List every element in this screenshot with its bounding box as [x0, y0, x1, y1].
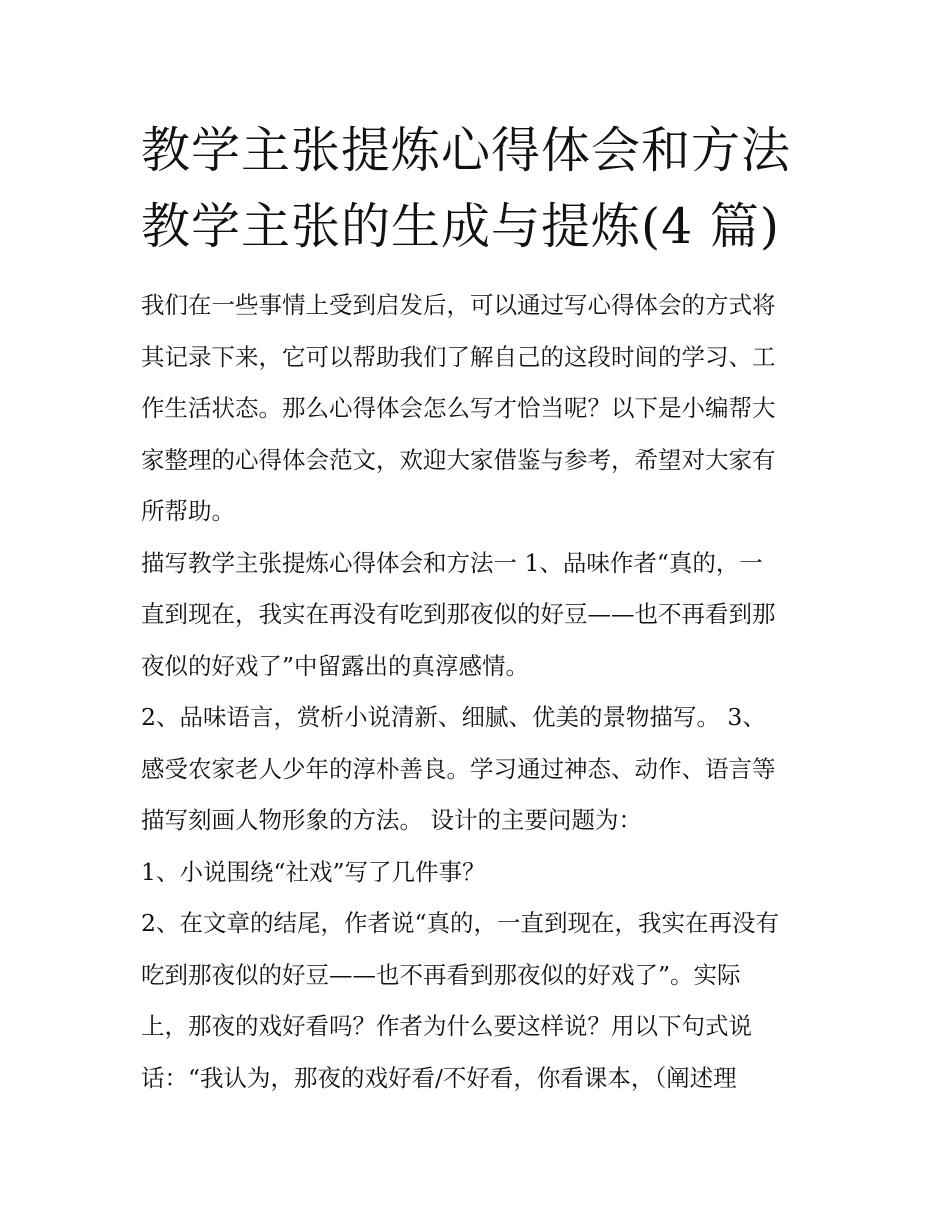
body-line: 话：“我认为，那夜的戏好看/不好看，你看课本，（阐述理 — [141, 1063, 737, 1092]
title-line-2: 教学主张的生成与提炼(4 篇) — [141, 198, 780, 255]
document-title — [141, 113, 831, 265]
body-line: 1、小说围绕“社戏”写了几件事？ — [141, 857, 486, 886]
document-body — [141, 280, 821, 1104]
body-line: 2、品味语言，赏析小说清新、细腻、优美的景物描写。 3、 — [141, 703, 766, 731]
body-line: 家整理的心得体会范文，欢迎大家借鉴与参考，希望对大家有 — [141, 445, 776, 474]
body-line: 其记录下来，它可以帮助我们了解自己的这段时间的学习、工 — [141, 342, 776, 371]
body-line: 作生活状态。那么心得体会怎么写才恰当呢？以下是小编帮大 — [141, 394, 776, 422]
body-line: 吃到那夜似的好豆——也不再看到那夜似的好戏了”。实际 — [141, 960, 741, 989]
body-line: 描写刻画人物形象的方法。 设计的主要问题为： — [141, 806, 642, 834]
body-line: 所帮助。 — [141, 497, 235, 525]
body-line: 上，那夜的戏好看吗？作者为什么要这样说？用以下句式说 — [141, 1012, 752, 1040]
title-line-1: 教学主张提炼心得体会和方法 — [141, 122, 792, 179]
body-line: 直到现在，我实在再没有吃到那夜似的好豆——也不再看到那 — [141, 600, 776, 628]
body-line: 我们在一些事情上受到启发后，可以通过写心得体会的方式将 — [141, 291, 776, 319]
body-line: 夜似的好戏了”中留露出的真淳感情。 — [141, 651, 530, 680]
body-line: 感受农家老人少年的淳朴善良。学习通过神态、动作、语言等 — [141, 754, 776, 783]
body-line: 描写教学主张提炼心得体会和方法一 1、品味作者“真的，一 — [141, 548, 763, 577]
body-line: 2、在文章的结尾，作者说“真的，一直到现在，我实在再没有 — [141, 909, 779, 937]
